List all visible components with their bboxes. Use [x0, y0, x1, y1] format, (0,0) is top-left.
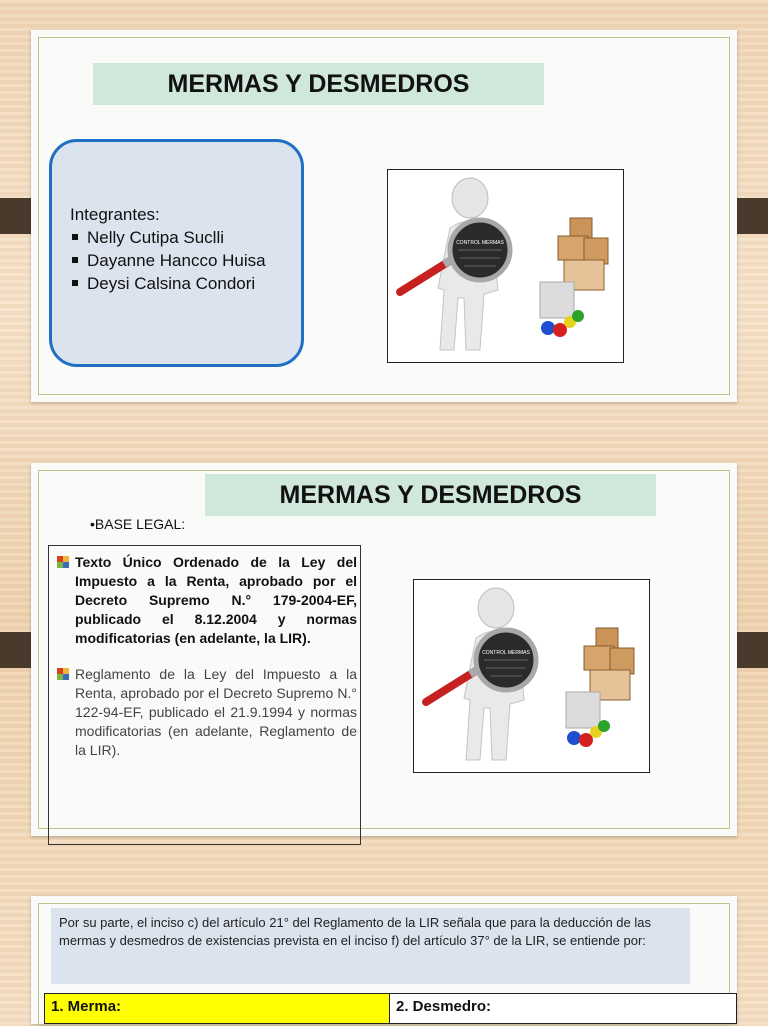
member-name: Nelly Cutipa Suclli	[87, 228, 224, 247]
legal-item-text: Texto Único Ordenado de la Ley del Impuesto a la Renta, aprobado por el Decreto Supremo N.° 179-2004-EF, publicado el 8.12.2004 y normas modificatorias (en adelante, la LIR).	[75, 554, 357, 646]
arrow-bullet-icon	[57, 668, 69, 680]
arrow-bullet-icon	[57, 556, 69, 568]
member-name: Dayanne Hancco Huisa	[87, 251, 266, 270]
inspector-with-magnifier-illustration	[414, 580, 649, 772]
integrantes-label: Integrantes:	[70, 205, 160, 224]
merma-header-cell: 1. Merma:	[44, 993, 390, 1024]
image-caption: CONTROL MERMAS	[482, 650, 530, 656]
slide-2-title: MERMAS Y DESMEDROS	[205, 474, 656, 516]
image-caption: CONTROL MERMAS	[456, 240, 504, 246]
bullet-square-icon	[72, 234, 78, 240]
desmedro-header-cell: 2. Desmedro:	[389, 993, 737, 1024]
definition-intro: Por su parte, el inciso c) del artículo 21° del Reglamento de la LIR señala que para la deducción de las mermas y desmedros de existencias prevista en el inciso f) del artículo 37° de la LIR, se entiende por:	[51, 908, 690, 984]
bullet-square-icon	[72, 257, 78, 263]
member-item	[70, 249, 266, 272]
slide-1-title: MERMAS Y DESMEDROS	[93, 63, 544, 105]
bullet-square-icon	[72, 280, 78, 286]
base-legal-label: •BASE LEGAL:	[90, 516, 186, 532]
legal-item-text: Reglamento de la Ley del Impuesto a la Renta, aprobado por el Decreto Supremo N.° 122-94-EF, publicado el 21.9.1994 y normas modificatorias (en adelante, Reglamento de la LIR).	[75, 666, 357, 758]
member-name: Deysi Calsina Condori	[87, 274, 256, 293]
member-item	[70, 226, 266, 249]
members-list	[70, 226, 266, 295]
slide-tab-left-1	[0, 198, 34, 234]
member-item	[70, 272, 266, 295]
slide-tab-left-2	[0, 632, 34, 668]
control-mermas-image	[387, 169, 624, 363]
legal-item-2	[57, 665, 357, 760]
inspector-with-magnifier-illustration	[388, 170, 623, 362]
legal-item-1	[57, 553, 357, 648]
legal-basis-box	[48, 545, 361, 845]
control-mermas-image-2	[413, 579, 650, 773]
integrantes-box	[49, 139, 304, 367]
